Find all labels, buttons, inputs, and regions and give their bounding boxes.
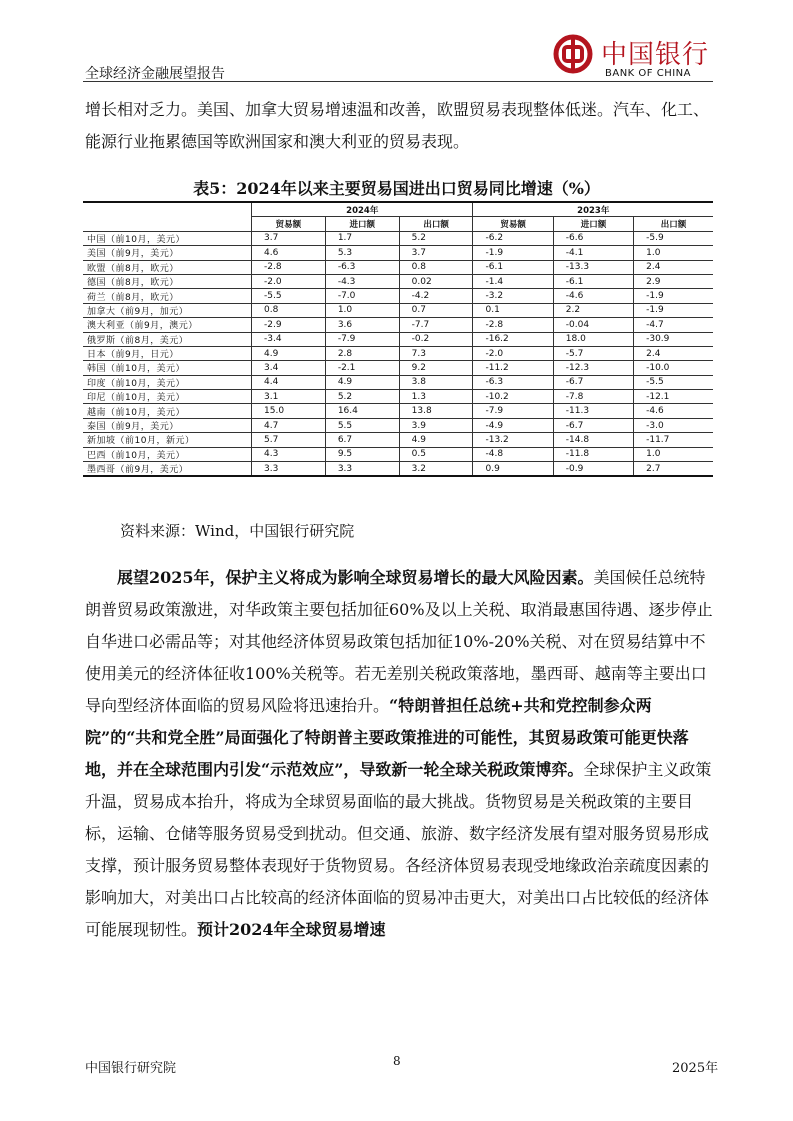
table-row [83, 447, 713, 461]
table-cell: -6.1 [553, 274, 633, 288]
table-cell: -5.7 [553, 346, 633, 360]
table-cell: 0.8 [399, 260, 473, 274]
table-corner-cell [83, 202, 252, 217]
year-2023-header: 2023年 [473, 202, 713, 217]
table-row [83, 260, 713, 274]
column-header: 出口额 [634, 217, 713, 231]
table-cell: 1.0 [325, 303, 399, 317]
table-cell: 4.7 [252, 418, 326, 432]
table-cell: 3.4 [252, 361, 326, 375]
table-year-header-row [83, 202, 713, 217]
table-cell: -7.9 [325, 332, 399, 346]
row-label: 中国（前10月，美元） [83, 231, 252, 245]
table-cell: 5.2 [399, 231, 473, 245]
table-cell: 3.3 [252, 462, 326, 477]
table-cell: 3.1 [252, 390, 326, 404]
table-cell: 3.2 [399, 462, 473, 477]
row-label: 荷兰（前8月，欧元） [83, 289, 252, 303]
table-cell: -7.9 [473, 404, 553, 418]
table-cell: -4.6 [634, 404, 713, 418]
table-row [83, 462, 713, 477]
table-cell: 16.4 [325, 404, 399, 418]
table-cell: -16.2 [473, 332, 553, 346]
table-cell: -1.9 [473, 246, 553, 260]
table-cell: 1.0 [634, 447, 713, 461]
table-cell: -6.7 [553, 418, 633, 432]
table-cell: 2.4 [634, 260, 713, 274]
table-cell: -4.2 [399, 289, 473, 303]
table-cell: -0.2 [399, 332, 473, 346]
table-cell: -5.5 [252, 289, 326, 303]
table-cell: 0.8 [252, 303, 326, 317]
table-cell: -0.9 [553, 462, 633, 477]
table-row [83, 274, 713, 288]
outlook-key-sentence: 展望2025年，保护主义将成为影响全球贸易增长的最大风险因素。 [117, 568, 594, 587]
row-label: 美国（前9月，美元） [83, 246, 252, 260]
table-cell: 4.6 [252, 246, 326, 260]
column-header: 进口额 [325, 217, 399, 231]
trade-growth-table [83, 201, 713, 477]
table-cell: -6.3 [473, 375, 553, 389]
table-cell: -4.3 [325, 274, 399, 288]
table-cell: 5.5 [325, 418, 399, 432]
table-cell: 0.7 [399, 303, 473, 317]
table-cell: -7.8 [553, 390, 633, 404]
table-cell: 6.7 [325, 433, 399, 447]
table-cell: 4.3 [252, 447, 326, 461]
column-header: 贸易额 [473, 217, 553, 231]
table-cell: -12.3 [553, 361, 633, 375]
row-label: 墨西哥（前9月，美元） [83, 462, 252, 477]
outlook-challenge-text: 全球保护主义政策升温，贸易成本抬升，将成为全球贸易面临的最大挑战。货物贸易是关税政策的主要目标，运输、仓储等服务贸易受到扰动。但交通、旅游、数字经济发展有望对服务贸易形成支撑，预计服务贸易整体表现好于货物贸易。各经济体贸易表现受地缘政治亲疏度因素的影响加大，对美出口占比较高的经济体面临的贸易冲击更大，对美出口占比较低的经济体可能展现韧性。 [85, 760, 712, 939]
table-cell: 9.5 [325, 447, 399, 461]
report-title: 全球经济金融展望报告 [85, 66, 225, 82]
table-cell: -6.1 [473, 260, 553, 274]
table-cell: 3.7 [399, 246, 473, 260]
table-cell: 4.9 [325, 375, 399, 389]
table-cell: -6.7 [553, 375, 633, 389]
row-label: 新加坡（前10月，新元） [83, 433, 252, 447]
table-row [83, 289, 713, 303]
table-cell: 5.3 [325, 246, 399, 260]
row-label: 俄罗斯（前8月，美元） [83, 332, 252, 346]
table-cell: 3.9 [399, 418, 473, 432]
table-cell: -13.3 [553, 260, 633, 274]
table-row [83, 433, 713, 447]
footer-institute: 中国银行研究院 [85, 1061, 177, 1076]
row-label: 加拿大（前9月，加元） [83, 303, 252, 317]
column-header: 贸易额 [252, 217, 326, 231]
table-cell: 18.0 [553, 332, 633, 346]
table-row [83, 318, 713, 332]
table-cell: 5.2 [325, 390, 399, 404]
table-cell: 1.0 [634, 246, 713, 260]
table-cell: -6.2 [473, 231, 553, 245]
page-number: 8 [393, 1054, 401, 1068]
table-cell: 0.02 [399, 274, 473, 288]
row-label: 澳大利亚（前9月，澳元） [83, 318, 252, 332]
table-row [83, 332, 713, 346]
table-cell: 4.4 [252, 375, 326, 389]
table-cell: -2.9 [252, 318, 326, 332]
table-cell: -10.0 [634, 361, 713, 375]
table-cell: -2.8 [252, 260, 326, 274]
table-cell: 13.8 [399, 404, 473, 418]
table-cell: -3.0 [634, 418, 713, 432]
table-row [83, 390, 713, 404]
table-cell: -1.9 [634, 289, 713, 303]
table-cell: 3.8 [399, 375, 473, 389]
row-label: 越南（前10月，美元） [83, 404, 252, 418]
table-cell: -4.7 [634, 318, 713, 332]
row-label: 巴西（前10月，美元） [83, 447, 252, 461]
table-cell: -30.9 [634, 332, 713, 346]
table-cell: -2.1 [325, 361, 399, 375]
table-cell: 3.3 [325, 462, 399, 477]
table-cell: -0.04 [553, 318, 633, 332]
table-cell: 1.7 [325, 231, 399, 245]
table-cell: 2.2 [553, 303, 633, 317]
table-cell: -4.8 [473, 447, 553, 461]
table-cell: 4.9 [399, 433, 473, 447]
table-cell: -4.9 [473, 418, 553, 432]
row-label: 印尼（前10月，美元） [83, 390, 252, 404]
table-cell: -1.9 [634, 303, 713, 317]
table-cell: -3.4 [252, 332, 326, 346]
table-cell: -7.0 [325, 289, 399, 303]
table-cell: -12.1 [634, 390, 713, 404]
table-cell: -13.2 [473, 433, 553, 447]
table-row [83, 375, 713, 389]
table-cell: -14.8 [553, 433, 633, 447]
outlook-policy-text: 美国候任总统特朗普贸易政策激进，对华政策主要包括加征60%及以上关税、取消最惠国待遇、逐步停止自华进口必需品等；对其他经济体贸易政策包括加征10%-20%关税、对在贸易结算中不使用美元的经济体征收100%关税等。若无差别关税政策落地，墨西哥、越南等主要出口导向型经济体面临的贸易风险将迅速抬升。 [85, 568, 713, 715]
table-cell: -4.6 [553, 289, 633, 303]
table-row [83, 404, 713, 418]
table-cell: -5.5 [634, 375, 713, 389]
footer-year: 2025年 [672, 1061, 719, 1076]
table-cell: 3.7 [252, 231, 326, 245]
table-cell: 2.8 [325, 346, 399, 360]
table-cell: -2.8 [473, 318, 553, 332]
row-label: 日本（前9月，日元） [83, 346, 252, 360]
table-row [83, 246, 713, 260]
table-cell: -2.0 [252, 274, 326, 288]
table-row [83, 346, 713, 360]
table-cell: -11.8 [553, 447, 633, 461]
table-cell: 7.3 [399, 346, 473, 360]
table-cell: -10.2 [473, 390, 553, 404]
table-row [83, 303, 713, 317]
table-cell: -11.3 [553, 404, 633, 418]
table-cell: 0.5 [399, 447, 473, 461]
table-row [83, 231, 713, 245]
table-cell: -11.7 [634, 433, 713, 447]
table-title: 表5：2024年以来主要贸易国进出口贸易同比增速（%） [193, 179, 600, 198]
table-cell: 4.9 [252, 346, 326, 360]
logo-chinese-name: 中国银行 [601, 40, 710, 70]
table-cell: 5.7 [252, 433, 326, 447]
table-cell: -4.1 [553, 246, 633, 260]
row-label: 韩国（前10月，美元） [83, 361, 252, 375]
paragraph-outlook [85, 562, 717, 946]
column-header: 出口额 [399, 217, 473, 231]
row-label: 德国（前8月，欧元） [83, 274, 252, 288]
table-cell: 2.9 [634, 274, 713, 288]
table-source-note: 资料来源：Wind，中国银行研究院 [120, 522, 355, 540]
table-row [83, 361, 713, 375]
table-cell: 0.1 [473, 303, 553, 317]
table-cell: 2.7 [634, 462, 713, 477]
table-cell: 0.9 [473, 462, 553, 477]
table-cell: -2.0 [473, 346, 553, 360]
table-cell: 9.2 [399, 361, 473, 375]
table-cell: -3.2 [473, 289, 553, 303]
outlook-republican-sentence: “特朗普担任总统+共和党控制参众两院”的“共和党全胜”局面强化了特朗普主要政策推进的可能性，其贸易政策可能更快落地，并在全球范围内引发“示范效应”，导致新一轮全球关税政策博弈。 [85, 696, 689, 779]
table-cell: 1.3 [399, 390, 473, 404]
table-cell: -5.9 [634, 231, 713, 245]
table-cell: 2.4 [634, 346, 713, 360]
row-label: 欧盟（前8月，欧元） [83, 260, 252, 274]
logo-english-name: BANK OF CHINA [605, 68, 691, 79]
table-cell: -6.6 [553, 231, 633, 245]
table-cell: -11.2 [473, 361, 553, 375]
column-header: 进口额 [553, 217, 633, 231]
table-cell: -1.4 [473, 274, 553, 288]
table-column-header-row [83, 217, 713, 231]
row-label: 印度（前10月，美元） [83, 375, 252, 389]
row-label: 泰国（前9月，美元） [83, 418, 252, 432]
table-corner-cell-2 [83, 217, 252, 231]
table-cell: 15.0 [252, 404, 326, 418]
year-2024-header: 2024年 [252, 202, 473, 217]
outlook-forecast-sentence: 预计2024年全球贸易增速 [197, 920, 386, 939]
bank-logo [553, 34, 715, 82]
table-cell: -7.7 [399, 318, 473, 332]
bank-of-china-logo-icon [553, 34, 593, 74]
table-row [83, 418, 713, 432]
table-cell: 3.6 [325, 318, 399, 332]
paragraph-intro: 增长相对乏力。美国、加拿大贸易增速温和改善，欧盟贸易表现整体低迷。汽车、化工、能源行业拖累德国等欧洲国家和澳大利亚的贸易表现。 [85, 100, 710, 151]
table-cell: -6.3 [325, 260, 399, 274]
